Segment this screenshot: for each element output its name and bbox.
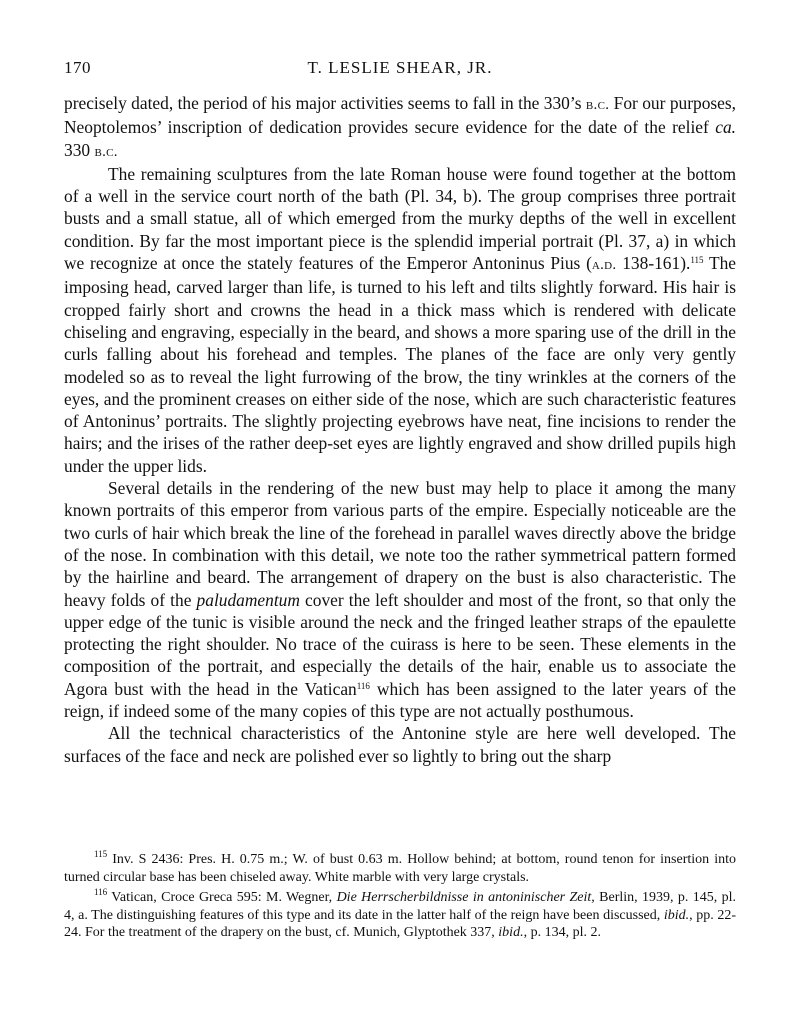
footnote-text: , p. 134, pl. 2.	[523, 925, 601, 940]
text-run: The remaining sculptures from the late Roman house were found together at the bottom of a well in the service court north of the bath (Pl. 34, b). The group comprises three portrait busts and a small statue, all of which emerged from the murky depths of the well in excellent condition. By far the most important piece is the splendid imperial portrait (Pl. 37, a) in which we recognize at once the stately features of the Emperor Antoninus Pius (	[64, 163, 736, 274]
text-run: 330	[64, 139, 95, 160]
running-head: T. LESLIE SHEAR, JR.	[307, 58, 493, 77]
footnote-text: , pp. 22-24. For the treatment of the drapery on the bust, cf. Munich, Glyptothek 337,	[64, 907, 736, 940]
paragraph-3	[64, 477, 736, 722]
text-run: which has been assigned to the later years of the reign, if indeed some of the many copies of this type are not actually posthumous.	[64, 678, 737, 722]
text-run: 138-161).	[616, 253, 691, 274]
italic-term: ibid.	[663, 907, 690, 923]
footnote-text: , Berlin, 1939, p. 145, pl. 4, a. The distinguishing features of this type and its date in the latter half of the reign have been discussed,	[64, 890, 737, 923]
text-run: cover the left shoulder and most of the front, so that only the upper edge of the tunic is visible around the neck and the fringed leather straps of the epaulette protecting the right shoulder. No trace of the cuirass is here to be seen. These elements in the composition of the portrait, and especially the details of the hair, enable us to associate the Agora bust with the head in the Vatican	[64, 589, 736, 699]
footnote-115	[64, 851, 736, 886]
era-abbr: b.c.	[94, 143, 118, 160]
book-title: Die Herrscherbildnisse in antoninischer Zeit	[336, 890, 592, 905]
footnote-text: Vatican, Croce Greca 595: M. Wegner,	[107, 890, 337, 905]
paragraph-2	[64, 163, 736, 477]
footnote-ref-116[interactable]: 116	[356, 680, 370, 691]
text-run: Several details in the rendering of the new bust may help to place it among the many known portraits of this emperor from various parts of the empire. Especially noticeable are the two curls of hair which break the line of the forehead in parallel waves directly above the bridge of the nose. In combination with this detail, we note too the rather symmetrical pattern formed by the hairline and beard. The arrangement of drapery on the bust is also characteristic. The heavy folds of the	[64, 478, 736, 610]
footnote-116	[64, 889, 736, 942]
italic-term: paludamentum	[196, 589, 300, 610]
text-run: precisely dated, the period of his major activities seems to fall in the 330’s	[64, 93, 586, 113]
paragraph-1	[64, 92, 736, 163]
footnote-ref-115[interactable]: 115	[690, 255, 704, 266]
paragraph-4	[64, 722, 736, 767]
page-number: 170	[64, 58, 91, 77]
footnote-number: 115	[94, 849, 108, 859]
footnote-number: 116	[94, 887, 108, 897]
footnotes	[64, 851, 736, 945]
italic-term: ibid.	[498, 925, 524, 940]
era-abbr: a.d.	[591, 257, 617, 274]
era-abbr: b.c.	[585, 97, 610, 113]
text-run: All the technical characteristics of the Antonine style are here well developed. The surfaces of the face and neck are polished ever so lightly to bring out the sharp	[64, 723, 736, 766]
text-run: For our purposes, Neoptolemos’ inscription of dedication provides secure evidence for the date of the relief	[64, 93, 736, 138]
footnote-text: Inv. S 2436: Pres. H. 0.75 m.; W. of bust 0.63 m. Hollow behind; at bottom, round tenon for insertion into turned circular base has been chiseled away. White marble with very large crystals.	[64, 852, 736, 885]
italic-term: ca.	[715, 117, 736, 138]
text-run: The imposing head, carved larger than life, is turned to his left and tilts slightly forward. His hair is cropped fairly short and crowns the head in a thick mass which is rendered with delicate chiseling and engraving, especially in the beard, and shows a more sparing use of the drill in the curls falling about his forehead and temples. The planes of the face are only very gently modeled so as to reveal the light furrowing of the brow, the tiny wrinkles at the corners of the eyes, and the prominent creases on either side of the nose, which are such characteristic features of Antoninus’ portraits. The slightly projecting eyebrows have neat, fine incisions to render the hairs; and the irises of the rather deep-set eyes are lightly engraved and show drilled pupils high under the upper lids.	[64, 253, 736, 476]
page-header	[64, 58, 736, 82]
body-text	[64, 92, 736, 767]
